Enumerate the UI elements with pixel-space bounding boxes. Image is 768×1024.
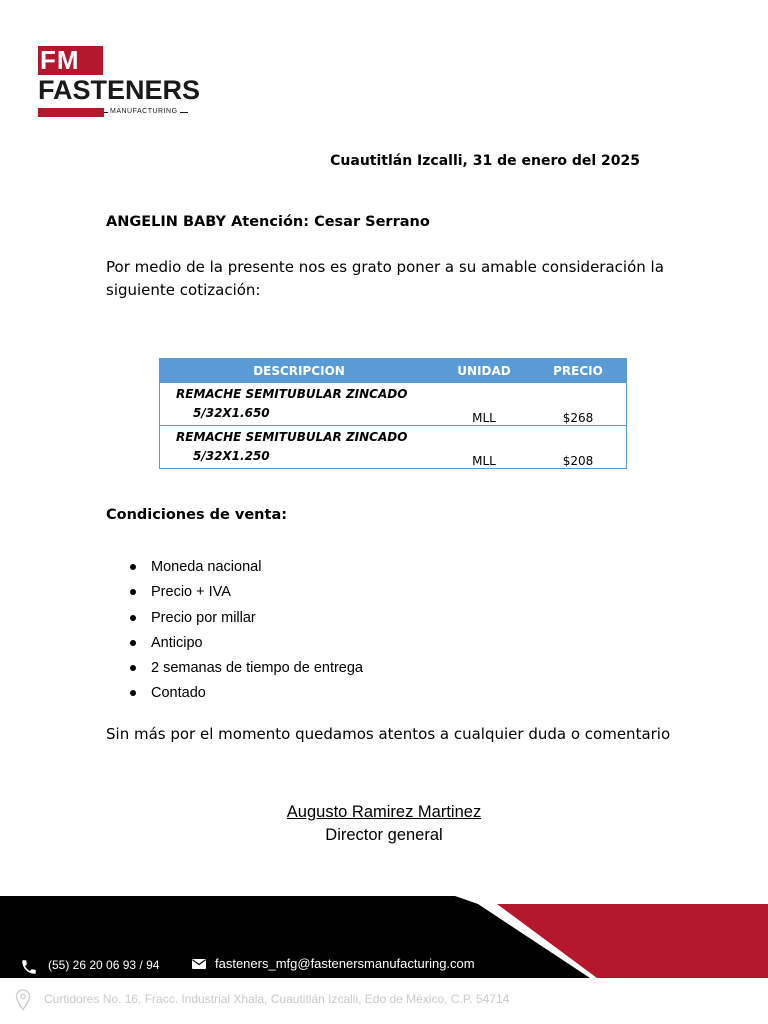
header-description: DESCRIPCION <box>160 359 439 383</box>
phone-icon <box>20 958 38 976</box>
intro-paragraph: Por medio de la presente nos es grato poner a su amable consideración la siguiente cotización: <box>106 258 664 299</box>
header-price: PRECIO <box>530 359 627 383</box>
description-line2: 5/32X1.250 <box>193 449 270 463</box>
footer-email[interactable]: fasteners_mfg@fastenersmanufacturing.com <box>215 956 475 971</box>
cell-unit: MLL <box>472 454 496 468</box>
logo-fm-text: FM <box>40 45 80 75</box>
date-line: Cuautitlán Izcalli, 31 de enero del 2025 <box>330 153 640 169</box>
company-logo <box>38 45 201 118</box>
list-item: Anticipo <box>151 631 363 656</box>
cell-price: $268 <box>562 411 594 425</box>
list-item: Precio por millar <box>151 606 363 631</box>
list-item: Contado <box>151 681 363 706</box>
conditions-list <box>106 555 363 707</box>
description-line1: REMACHE SEMITUBULAR ZINCADO <box>176 387 408 401</box>
list-item: 2 semanas de tiempo de entrega <box>151 656 363 681</box>
description-line2: 5/32X1.650 <box>193 406 270 420</box>
recipient: ANGELIN BABY Atención: Cesar Serrano <box>106 214 430 230</box>
signature-title: Director general <box>325 826 443 844</box>
header-unit: UNIDAD <box>438 359 530 383</box>
description-line1: REMACHE SEMITUBULAR ZINCADO <box>176 430 408 444</box>
logo-tagline: MANUFACTURING <box>110 108 178 115</box>
list-item: Moneda nacional <box>151 555 363 580</box>
cell-description <box>160 426 439 469</box>
cell-description <box>160 383 439 426</box>
quote-table <box>159 358 627 469</box>
closing-paragraph: Sin más por el momento quedamos atentos a cualquier duda o comentario <box>106 725 671 743</box>
table-row <box>160 383 627 426</box>
footer-address: Curtidores No. 16, Fracc. Industrial Xhala, Cuautitlán Izcalli, Edo de México, C.P. 54714 <box>44 992 510 1006</box>
table-row <box>160 426 627 469</box>
table-header-row <box>160 359 627 383</box>
location-pin-icon <box>15 989 31 1011</box>
signature-name: Augusto Ramirez Martinez <box>286 803 482 821</box>
mail-icon <box>192 959 206 969</box>
logo-name: FASTENERS <box>38 75 201 105</box>
list-item: Precio + IVA <box>151 580 363 605</box>
conditions-title: Condiciones de venta: <box>106 507 288 523</box>
cell-price: $208 <box>562 454 594 468</box>
footer-phone: (55) 26 20 06 93 / 94 <box>48 958 160 972</box>
logo-red-bar <box>38 108 104 117</box>
cell-unit: MLL <box>472 411 496 425</box>
